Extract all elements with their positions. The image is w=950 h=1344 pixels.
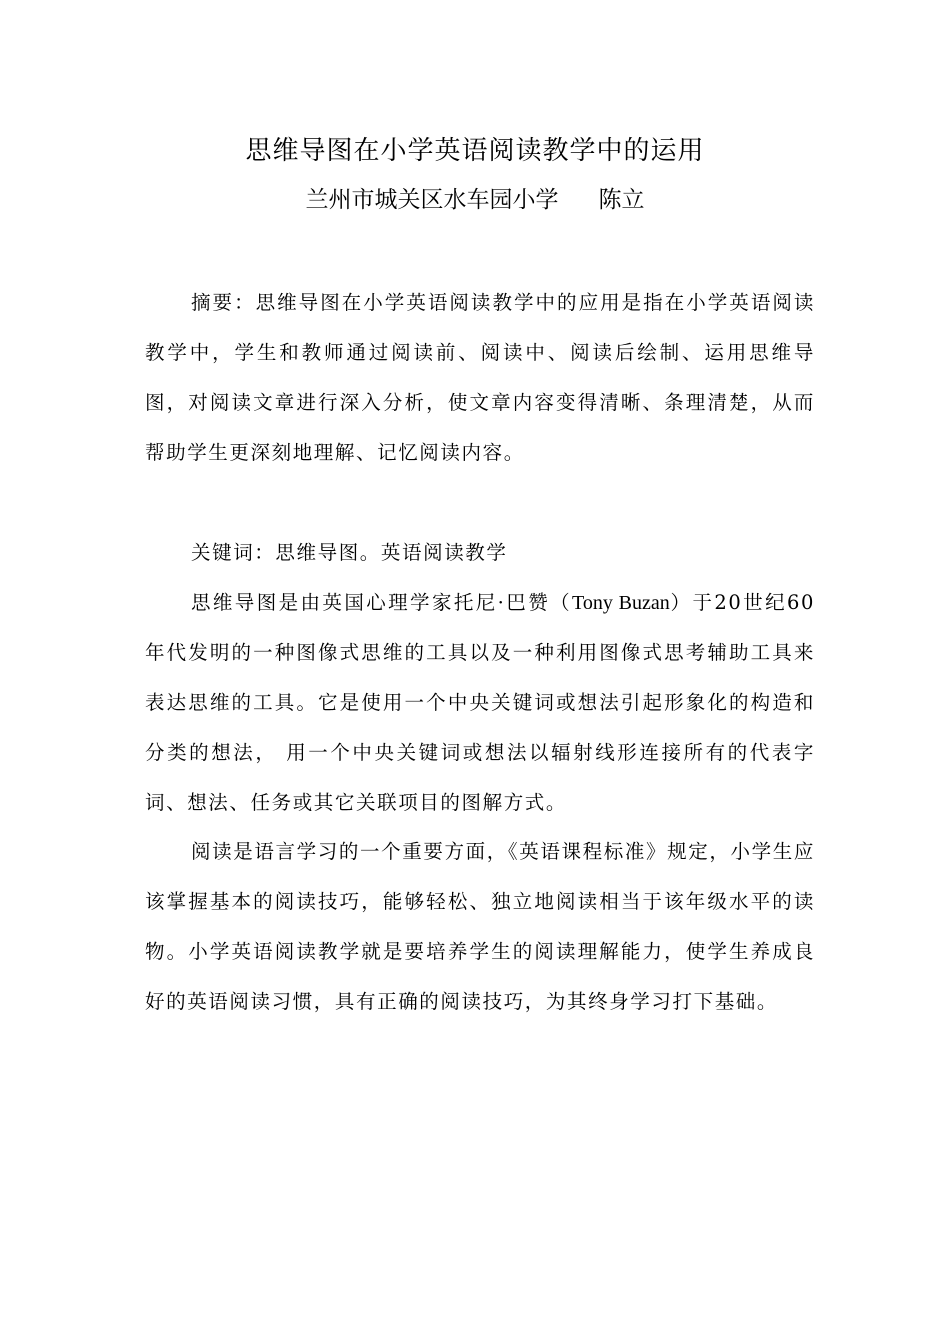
paragraph-reading-text: 阅读是语言学习的一个重要方面，《英语课程标准》规定，小学生应该掌握基本的阅读技巧，能够轻松、独立地阅读相当于该年级水平的读物。小学英语阅读教学就是要培养学生的阅读理解能力，使学生养成良好的英语阅读习惯，具有正确的阅读技巧，为其终身学习打下基础。 xyxy=(145,840,815,1013)
paragraph1-after: ）于20世纪60年代发明的一种图像式思维的工具以及一种利用图像式思考辅助工具来表达思维的工具。它是使用一个中央关键词或想法引起形象化的构造和分类的想法， 用一个中央关键词或想法以辐射线形连接所有的代表字词、想法、任务或其它关联项目的图解方式。 xyxy=(145,591,815,814)
abstract-block xyxy=(145,278,815,478)
keywords-text: 关键词：思维导图。英语阅读教学 xyxy=(191,541,508,564)
keywords-block xyxy=(145,528,815,578)
author-school: 兰州市城关区水车园小学 xyxy=(305,187,559,213)
paragraph1-name: Tony Buzan xyxy=(572,592,670,614)
paragraph1-before: 思维导图是由英国心理学家托尼·巴赞（ xyxy=(191,591,572,614)
paragraph-mind-map xyxy=(145,578,815,828)
author-name: 陈立 xyxy=(598,187,645,213)
author-line xyxy=(0,182,950,218)
abstract-text: 摘要：思维导图在小学英语阅读教学中的应用是指在小学英语阅读教学中，学生和教师通过阅读前、阅读中、阅读后绘制、运用思维导图，对阅读文章进行深入分析，使文章内容变得清晰、条理清楚，从而帮助学生更深刻地理解、记忆阅读内容。 xyxy=(145,291,815,464)
paragraph-mind-map-text xyxy=(145,578,815,828)
document-title: 思维导图在小学英语阅读教学中的运用 xyxy=(245,136,705,166)
paragraph-reading xyxy=(145,827,815,1027)
